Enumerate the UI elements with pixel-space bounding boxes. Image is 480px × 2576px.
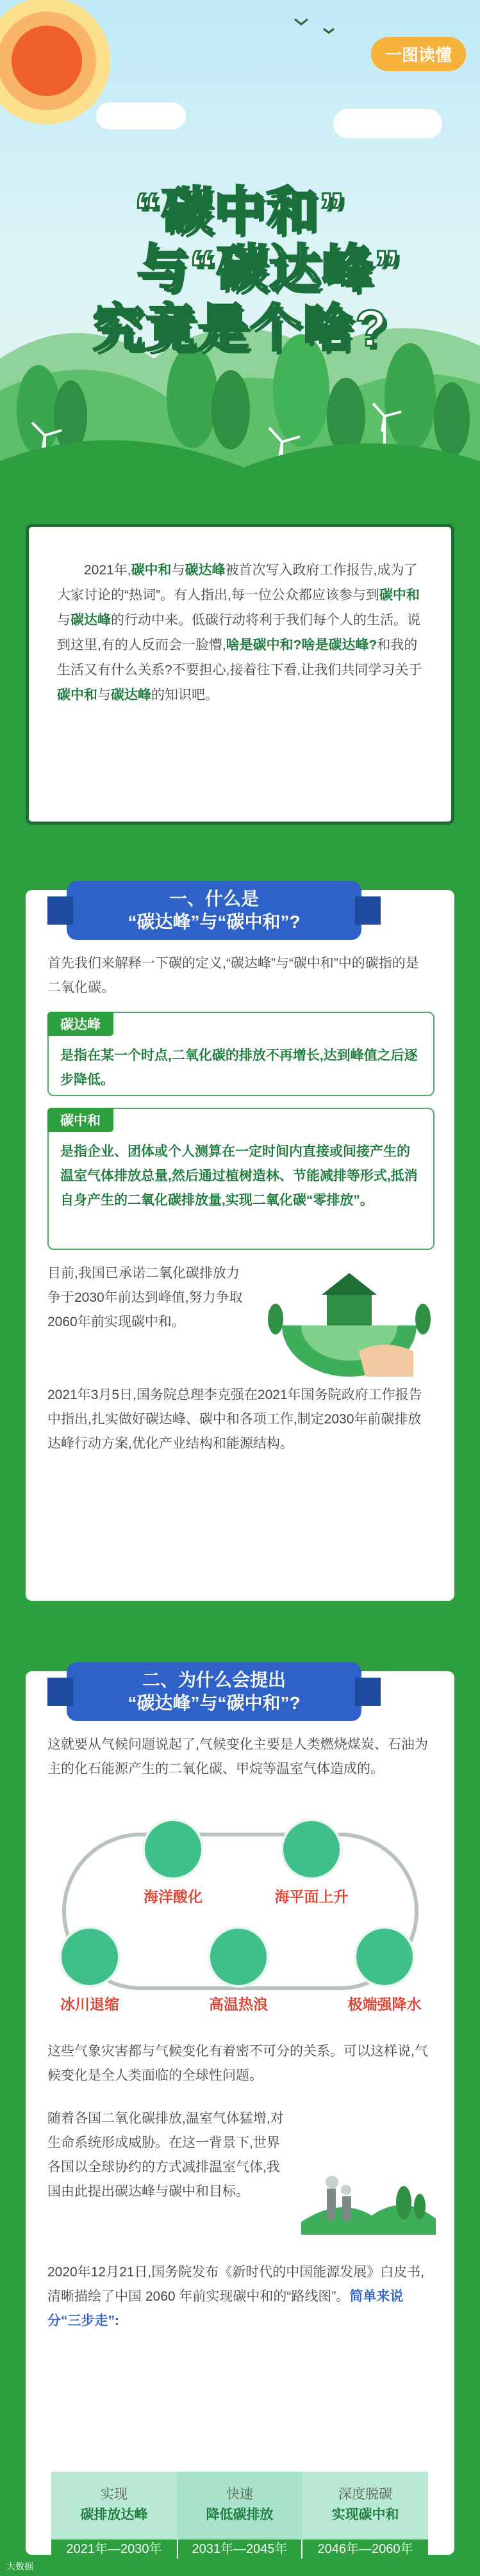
section1-para1: 目前,我国已承诺二氧化碳排放力争于2030年前达到峰值,努力争取2060年前实现碳中和。 <box>47 1266 243 1329</box>
section-what-is <box>26 890 454 1601</box>
cloud-icon <box>96 102 186 129</box>
section2-para2: 随着各国二氧化碳排放,温室气体猛增,对生命系统形成威胁。在这一背景下,世界各国以全球协约的方式减排温室气体,我国由此提出碳达峰与碳中和目标。 <box>47 2111 284 2199</box>
section2-para1: 这些气象灾害都与气候变化有着密不可分的关系。可以这样说,气候变化是全人类面临的全球性问题。 <box>47 2044 428 2083</box>
hero-banner <box>0 0 480 512</box>
step-1-date: 2021年—2030年 <box>51 2540 177 2559</box>
definition-peak-text: 是指在某一个时点,二氧化碳的排放不再增长,达到峰值之后逐步降低。 <box>60 1048 418 1087</box>
heat-wave-icon <box>208 1926 269 1988</box>
effect-label: 冰川退缩 <box>60 1996 119 2013</box>
extreme-rain-icon <box>354 1926 415 1988</box>
section2-heading <box>67 1662 361 1721</box>
intro-card <box>26 524 454 825</box>
section-why <box>26 1671 454 2555</box>
section1-intro: 首先我们来解释一下碳的定义,“碳达峰”与“碳中和”中的碳指的是二氧化碳。 <box>47 956 419 995</box>
three-steps-table <box>51 2472 428 2560</box>
section2-para3: 2020年12月21日,国务院发布《新时代的中国能源发展》白皮书,清晰描绘了中国 2060 年前实现碳中和的“路线图”。简单来说分“三步走”: <box>47 2265 425 2328</box>
effect-label: 海洋酸化 <box>144 1888 203 1905</box>
sun-icon <box>12 26 82 96</box>
definition-neutral <box>47 1108 434 1250</box>
effect-sea-level-rise <box>260 1819 363 1906</box>
section1-heading-line2: “碳达峰”与“碳中和”? <box>128 912 301 932</box>
section2-heading-line2: “碳达峰”与“碳中和”? <box>128 1693 301 1713</box>
read-badge: 一图读懂 <box>371 37 466 71</box>
sea-level-rise-icon <box>281 1819 342 1880</box>
effect-label: 高温热浪 <box>209 1996 268 2013</box>
glacier-icon <box>59 1926 120 1988</box>
definition-peak <box>47 1012 434 1096</box>
effect-label: 极端强降水 <box>347 1996 422 2013</box>
footer-logo: 大数据 <box>6 2561 33 2572</box>
section1-heading <box>67 881 361 940</box>
section1-para2: 2021年3月5日,国务院总理李克强在2021年国务院政府工作报告中指出,扎实做好碳达峰、碳中和各项工作,制定2030年前碳排放达峰行动方案,优化产业结构和能源结构。 <box>47 1388 422 1451</box>
step-3-date: 2046年—2060年 <box>302 2540 428 2559</box>
title-line-3: 究竟是个啥? <box>92 300 388 357</box>
effect-glacier-retreat <box>45 1926 135 2014</box>
section1-heading-line1: 一、什么是 <box>169 889 259 909</box>
title-line-1: “碳中和” <box>134 182 346 239</box>
step-1: 实现 碳排放达峰 <box>51 2472 177 2540</box>
earth-plant-illustration <box>263 1255 436 1383</box>
step-2: 快速 降低碳排放 <box>177 2472 302 2540</box>
section2-heading-line1: 二、为什么会提出 <box>142 1670 286 1690</box>
step-2-date: 2031年—2045年 <box>177 2540 302 2559</box>
section2-intro: 这就要从气候问题说起了,气候变化主要是人类燃烧煤炭、石油为主的化石能源产生的二氧化碳、甲烷等温室气体造成的。 <box>47 1737 428 1776</box>
definition-peak-tag: 碳达峰 <box>47 1012 113 1036</box>
definition-neutral-text: 是指企业、团体或个人测算在一定时间内直接或间接产生的温室气体排放总量,然后通过植树造林、节能减排等形式,抵消自身产生的二氧化碳排放量,实现二氧化碳“零排放”。 <box>60 1144 418 1208</box>
cloud-icon <box>333 109 442 138</box>
title-line-2: 与“碳达峰” <box>137 240 401 297</box>
effect-label: 海平面上升 <box>274 1888 349 1905</box>
step-3: 深度脱碳 实现碳中和 <box>302 2472 428 2540</box>
ocean-acidification-icon <box>142 1819 204 1880</box>
intro-paragraph: 2021年,碳中和与碳达峰被首次写入政府工作报告,成为了大家讨论的“热词”。有人指出,每一位公众都应该参与到碳中和与碳达峰的行动中来。低碳行动将利于我们每个人的生活。说到这里,有的人反而会一脸懵,啥是碳中和?啥是碳达峰?和我的生活又有什么关系?不要担心,接着往下看,让我们共同学习关于碳中和与碳达峰的知识吧。 <box>57 563 422 702</box>
definition-neutral-tag: 碳中和 <box>47 1108 113 1132</box>
effect-extreme-rain <box>333 1926 436 2014</box>
effect-ocean-acidification <box>128 1819 218 1906</box>
effect-heat-wave <box>194 1926 283 2014</box>
factory-hill-illustration <box>301 2158 436 2235</box>
